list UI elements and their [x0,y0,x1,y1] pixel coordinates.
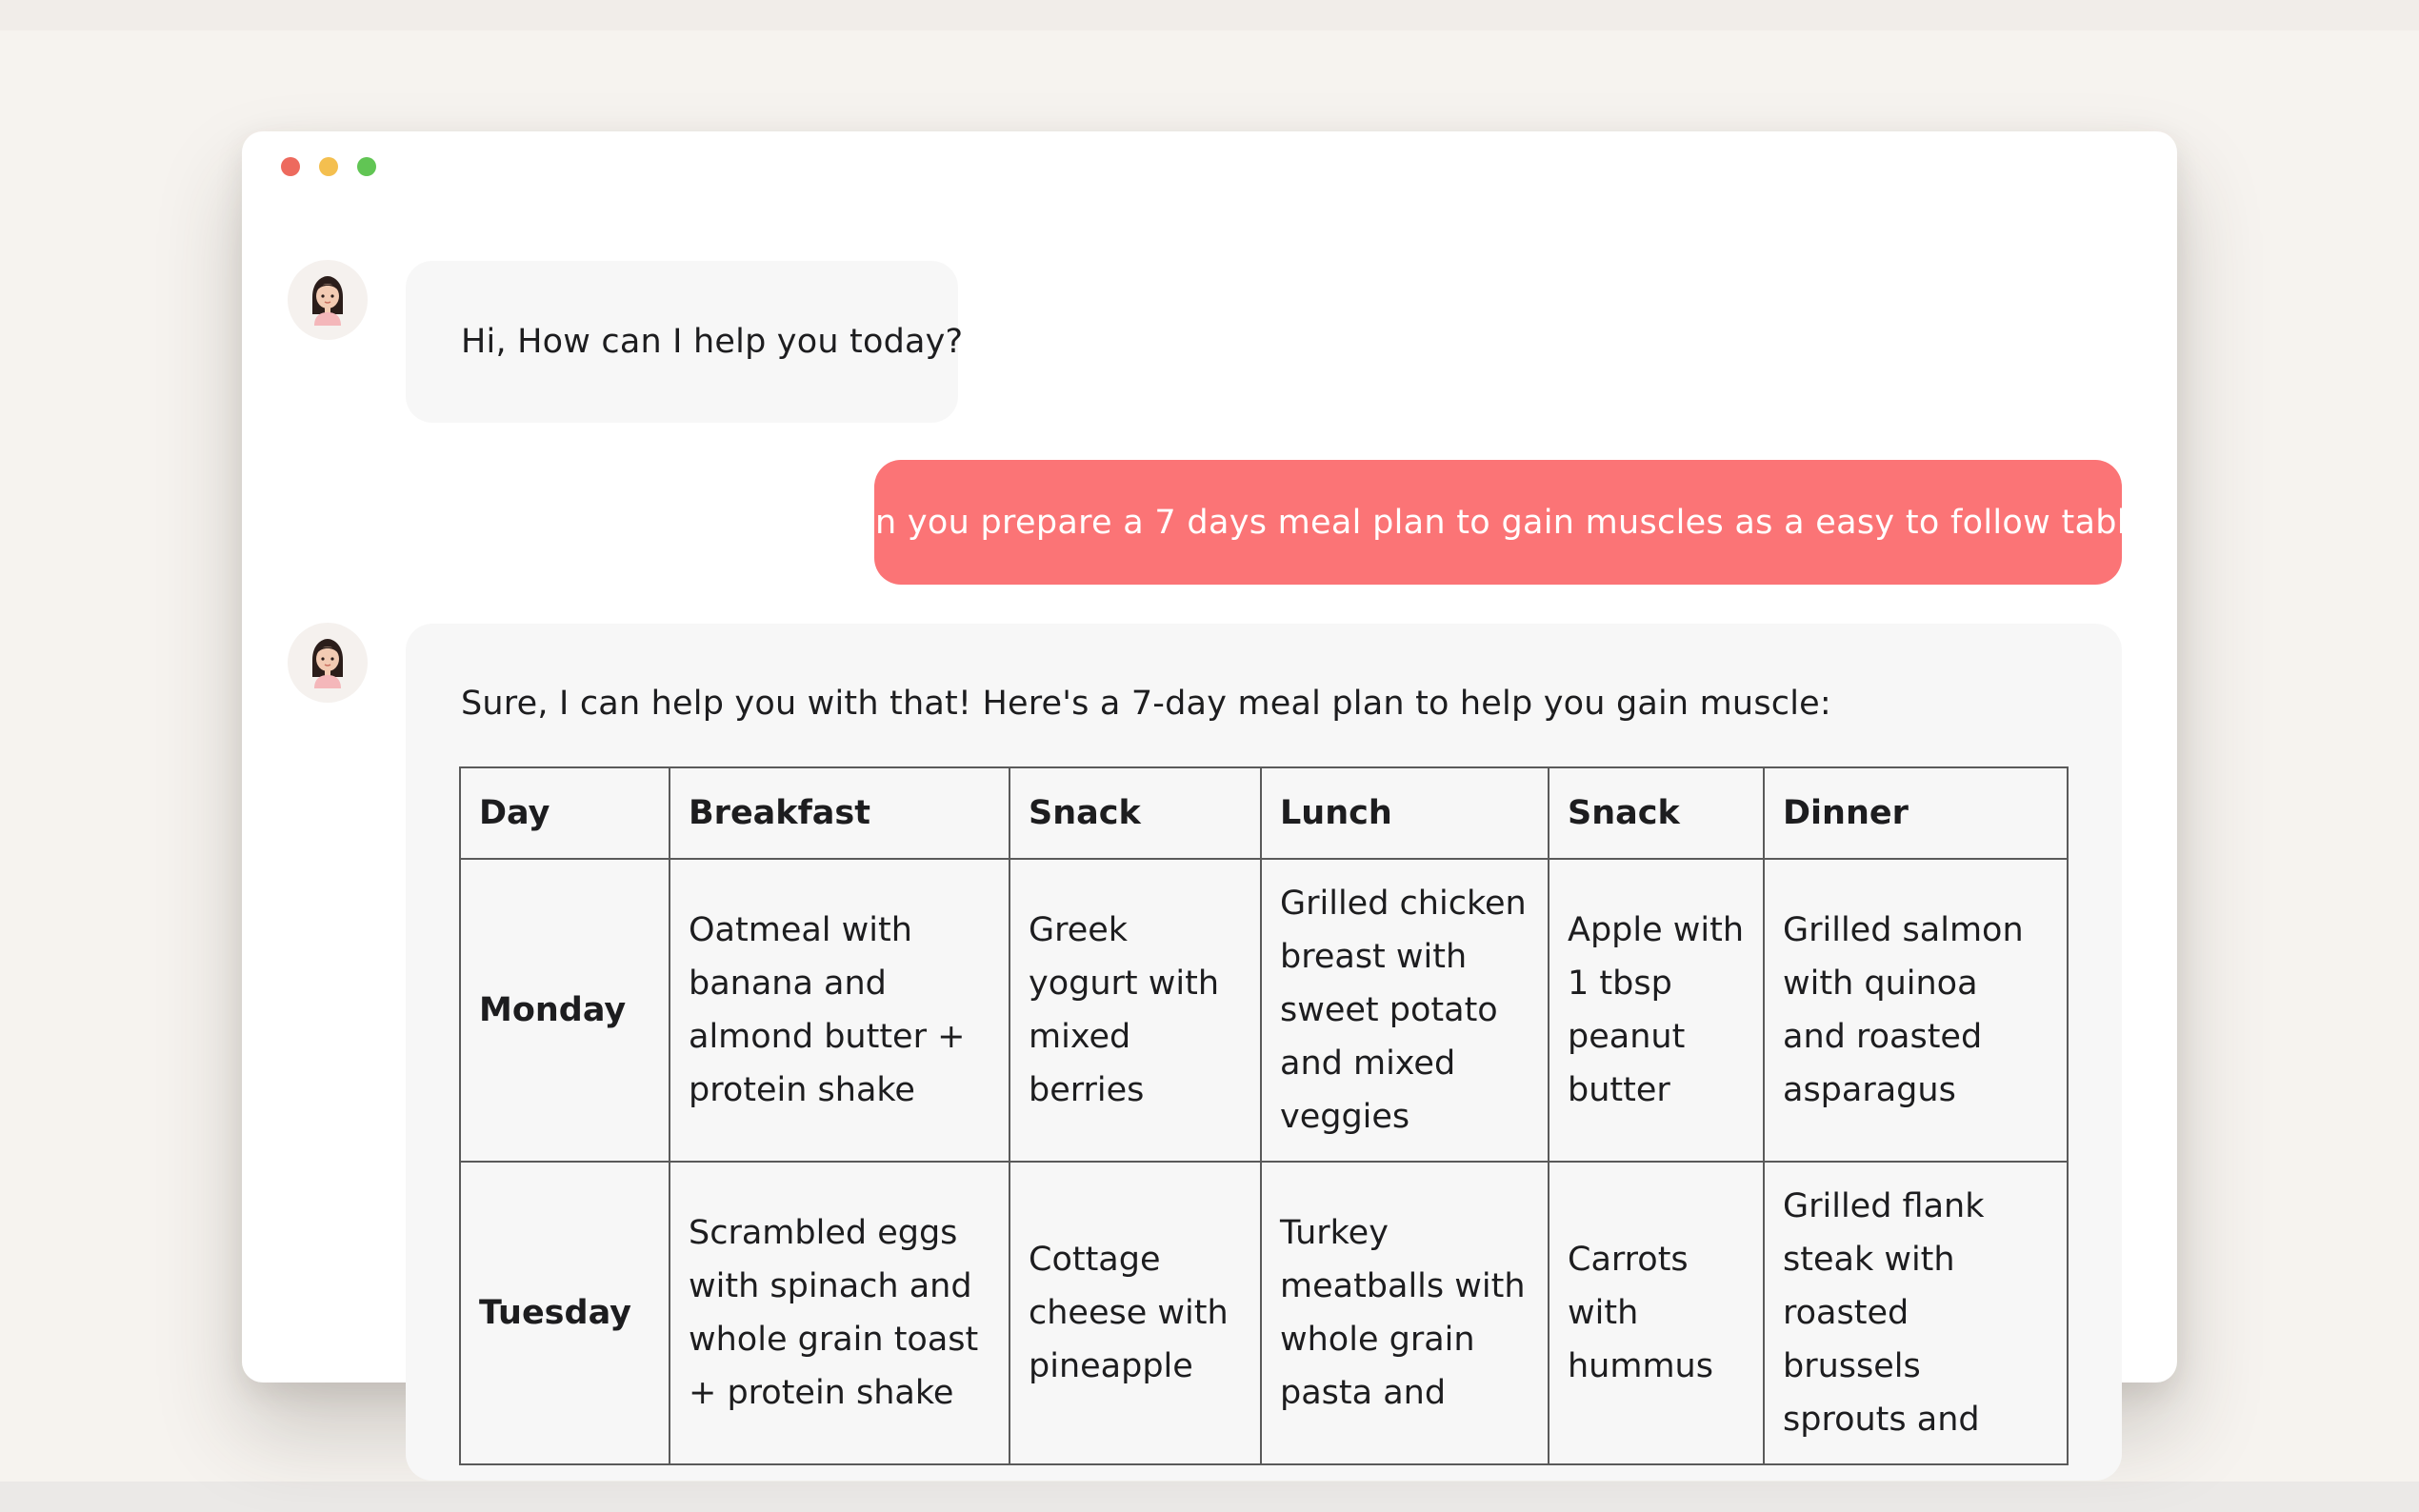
maximize-dot-icon[interactable] [357,157,376,176]
column-header: Dinner [1764,767,2068,859]
snack-cell: Carrots with hummus [1549,1162,1764,1464]
day-cell: Monday [460,859,670,1162]
avatar-illustration [303,272,352,328]
assistant-avatar-icon [288,260,368,340]
column-header: Snack [1549,767,1764,859]
dinner-cell: Grilled salmon with quinoa and roasted asparagus [1764,859,2068,1162]
breakfast-cell: Oatmeal with banana and almond butter + protein shake [670,859,1010,1162]
assistant-reply-intro: Sure, I can help you with that! Here's a 7-day meal plan to help you gain muscle: [461,685,1831,723]
dinner-cell: Grilled flank steak with roasted brussels sprouts and [1764,1162,2068,1464]
table-header-row [460,767,2068,859]
breakfast-cell: Scrambled eggs with spinach and whole grain toast + protein shake [670,1162,1010,1464]
snack-cell: Greek yogurt with mixed berries [1010,859,1261,1162]
assistant-greeting-text: Hi, How can I help you today? [461,323,964,361]
bottom-backdrop-strip [0,1482,2419,1512]
top-backdrop-strip [0,0,2419,30]
table-row [460,859,2068,1162]
chat-window [242,131,2177,1439]
lunch-cell: Turkey meatballs with whole grain pasta and [1261,1162,1549,1464]
snack-cell: Cottage cheese with pineapple [1010,1162,1261,1464]
lunch-cell: Grilled chicken breast with sweet potato and mixed veggies [1261,859,1549,1162]
minimize-dot-icon[interactable] [319,157,338,176]
user-message-bubble [830,460,2166,585]
close-dot-icon[interactable] [281,157,300,176]
column-header: Day [460,767,670,859]
table-row [460,1162,2068,1464]
column-header: Breakfast [670,767,1010,859]
column-header: Lunch [1261,767,1549,859]
assistant-greeting-bubble [406,261,964,423]
avatar-illustration [303,635,352,690]
assistant-avatar-icon [288,623,368,703]
user-message-text: Can you prepare a 7 days meal plan to gain muscles as a easy to follow table? [830,503,2166,542]
meal-plan-table [459,766,2069,1465]
snack-cell: Apple with 1 tbsp peanut butter [1549,859,1764,1162]
column-header: Snack [1010,767,1261,859]
day-cell: Tuesday [460,1162,670,1464]
